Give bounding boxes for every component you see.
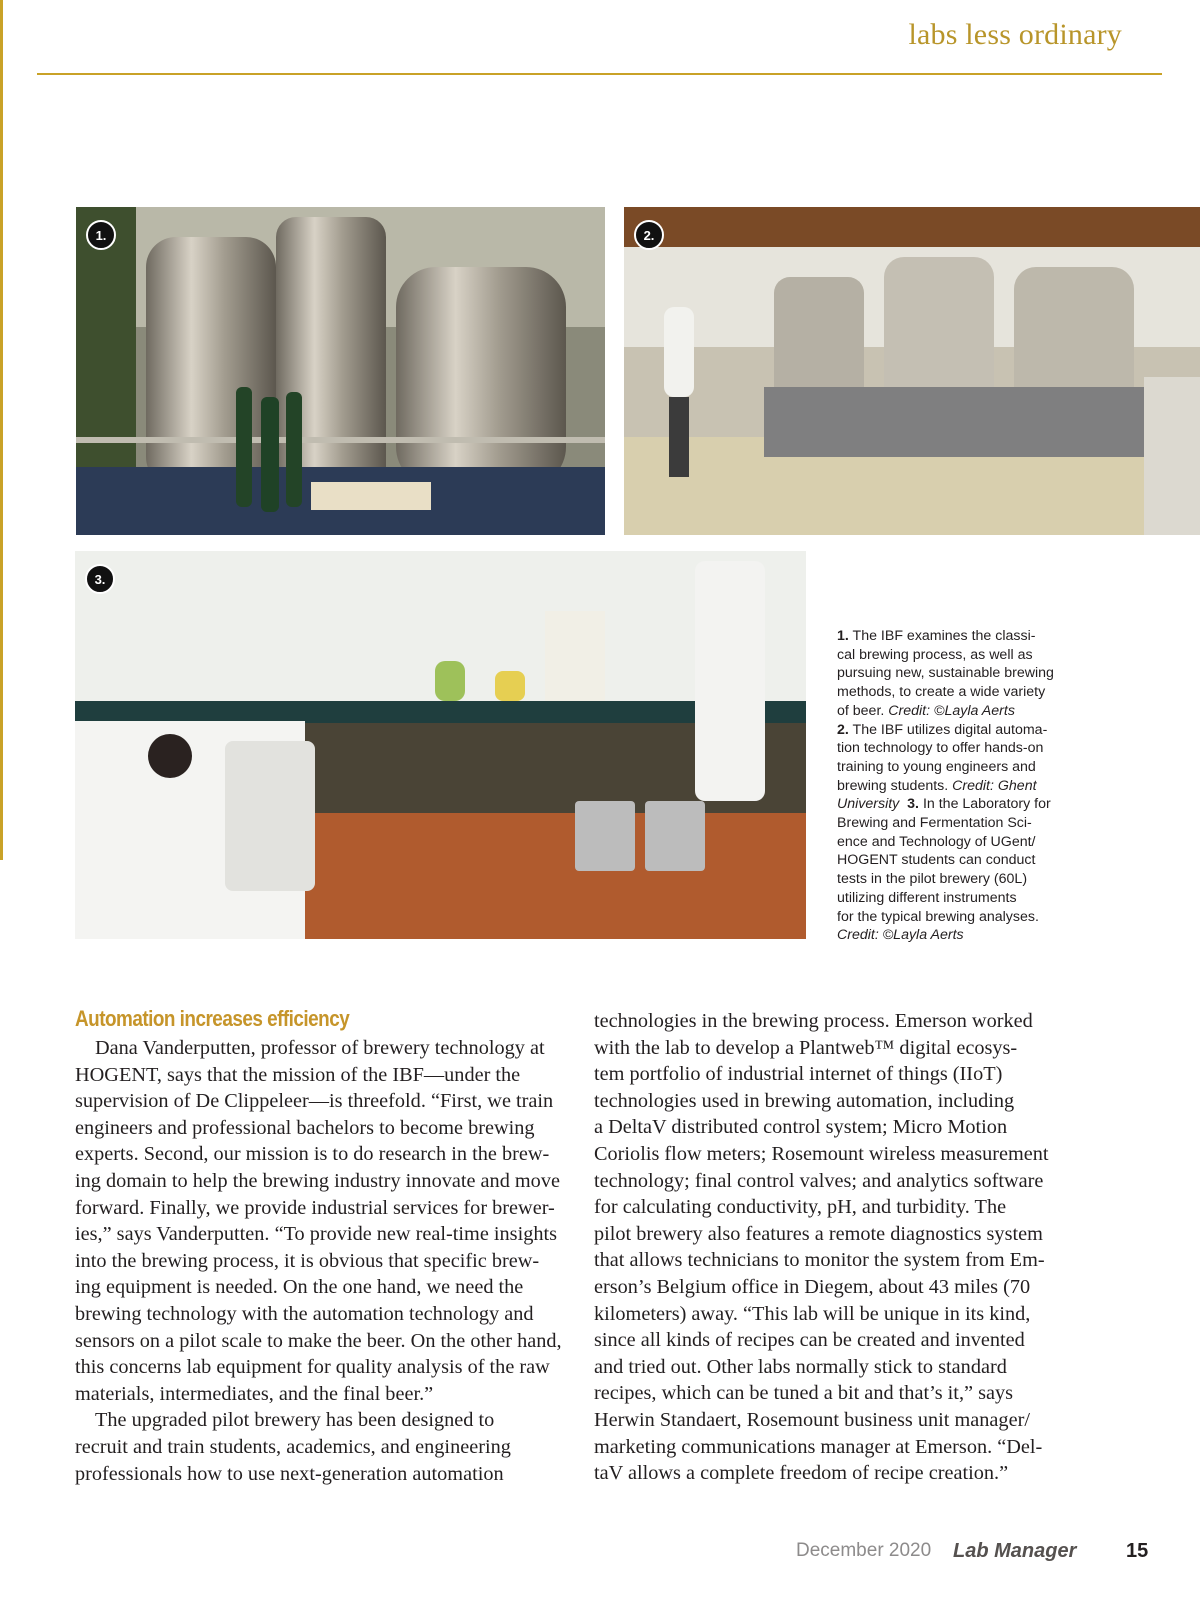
caption-text: tests in the pilot brewery (60L) (837, 871, 1028, 888)
body-line: Dana Vanderputten, professor of brewery technology at (95, 1037, 545, 1059)
caption-text: brewing students. (837, 777, 953, 794)
caption-text: of beer. (837, 702, 889, 719)
photo-number-badge: 1. (86, 220, 116, 250)
section-label: labs less ordinary (908, 18, 1122, 51)
body-line: ing equipment is needed. On the one hand, we need the (75, 1276, 524, 1299)
body-line: pilot brewery also features a remote diagnostics system (594, 1222, 1043, 1245)
caption-text: pursuing new, sustainable brewing (837, 665, 1054, 682)
photo-number-badge: 3. (85, 564, 115, 594)
body-line: experts. Second, our mission is to do research in the brew- (75, 1143, 550, 1166)
body-line: since all kinds of recipes can be created and invented (594, 1329, 1025, 1352)
caption-number: 2. (837, 721, 849, 738)
body-line: a DeltaV distributed control system; Micro Motion (594, 1116, 1008, 1139)
body-line: erson’s Belgium office in Diegem, about 43 miles (70 (594, 1275, 1031, 1298)
body-line: engineers and professional bachelors to become brewing (75, 1116, 535, 1139)
section-heading: Automation increases efficiency (75, 1006, 350, 1031)
body-line: The upgraded pilot brewery has been designed to (95, 1409, 495, 1432)
photo-laboratory-microscope (75, 551, 806, 939)
photo-brewing-tanks-champagne (76, 207, 605, 535)
caption-text: methods, to create a wide variety (837, 684, 1046, 701)
header-rule (37, 73, 1162, 75)
body-line: with the lab to develop a Plantweb™ digital ecosys- (594, 1036, 1018, 1059)
article-column-right (594, 1008, 1094, 1487)
caption-text: The IBF examines the classi- (848, 628, 1036, 644)
caption-text: cal brewing process, as well as (837, 646, 1033, 663)
body-line: ing domain to help the brewing industry innovate and move (75, 1169, 560, 1192)
body-line: that allows technicians to monitor the system from Em- (594, 1249, 1045, 1272)
body-line: ies,” says Vanderputten. “To provide new real-time insights (75, 1223, 558, 1246)
caption-credit: Credit: ©Layla Aerts (837, 927, 964, 944)
caption-text: utilizing different instruments (837, 889, 1017, 906)
caption-text: tion technology to offer hands-on (837, 740, 1044, 757)
body-line: technologies in the brewing process. Emerson worked (594, 1010, 1033, 1032)
footer-date: December 2020 (796, 1540, 932, 1561)
caption-text: HOGENT students can conduct (837, 852, 1036, 869)
caption-text: training to young engineers and (837, 758, 1036, 775)
body-line: for calculating conductivity, pH, and turbidity. The (594, 1196, 1007, 1219)
body-line: Coriolis flow meters; Rosemount wireless measurement (594, 1142, 1049, 1165)
body-line: this concerns lab equipment for quality analysis of the raw (75, 1356, 550, 1379)
body-line: sensors on a pilot scale to make the beer. On the other hand, (75, 1329, 562, 1352)
body-line: forward. Finally, we provide industrial services for brewer- (75, 1196, 555, 1219)
footer-magazine-name: Lab Manager (953, 1540, 1077, 1562)
body-line: kilometers) away. “This lab will be unique in its kind, (594, 1302, 1031, 1325)
body-line: recipes, which can be tuned a bit and that’s it,” says (594, 1382, 1014, 1405)
caption-text: for the typical brewing analyses. (837, 908, 1039, 925)
body-line: tem portfolio of industrial internet of things (IIoT) (594, 1063, 1003, 1086)
caption-credit: University (837, 796, 900, 813)
caption-number: 1. (837, 628, 849, 644)
body-line: professionals how to use next-generation automation (75, 1462, 504, 1485)
caption-credit: Credit: Ghent (952, 777, 1037, 794)
caption-text: Brewing and Fermentation Sci- (837, 815, 1032, 832)
caption-number: 3. (907, 796, 920, 813)
body-line: marketing communications manager at Emerson. “Del- (594, 1435, 1043, 1458)
body-line: and tried out. Other labs normally stick to standard (594, 1355, 1007, 1378)
body-line: technology; final control valves; and analytics software (594, 1169, 1044, 1192)
photo-pilot-brewery-hall (624, 207, 1200, 535)
page-number: 15 (1126, 1540, 1149, 1562)
body-line: brewing technology with the automation technology and (75, 1302, 534, 1325)
photo-number-badge: 2. (634, 220, 664, 250)
body-line: technologies used in brewing automation, including (594, 1089, 1015, 1112)
caption-text: In the Laboratory for (919, 796, 1051, 813)
body-line: supervision of De Clippeleer—is threefold. “First, we train (75, 1090, 554, 1113)
caption-credit: Credit: ©Layla Aerts (888, 702, 1015, 719)
body-line: Herwin Standaert, Rosemount business unit manager/ (594, 1408, 1030, 1431)
body-line: taV allows a complete freedom of recipe creation.” (594, 1462, 1009, 1485)
body-line: into the brewing process, it is obvious that specific brew- (75, 1249, 540, 1272)
left-accent-bar (0, 0, 3, 860)
body-line: HOGENT, says that the mission of the IBF—under the (75, 1063, 521, 1086)
article-column-left (75, 1035, 575, 1487)
body-line: materials, intermediates, and the final beer.” (75, 1382, 434, 1405)
caption-text: ence and Technology of UGent/ (837, 833, 1036, 850)
photo-caption (837, 627, 1089, 945)
caption-text: The IBF utilizes digital automa- (848, 721, 1048, 738)
body-line: recruit and train students, academics, and engineering (75, 1435, 511, 1458)
